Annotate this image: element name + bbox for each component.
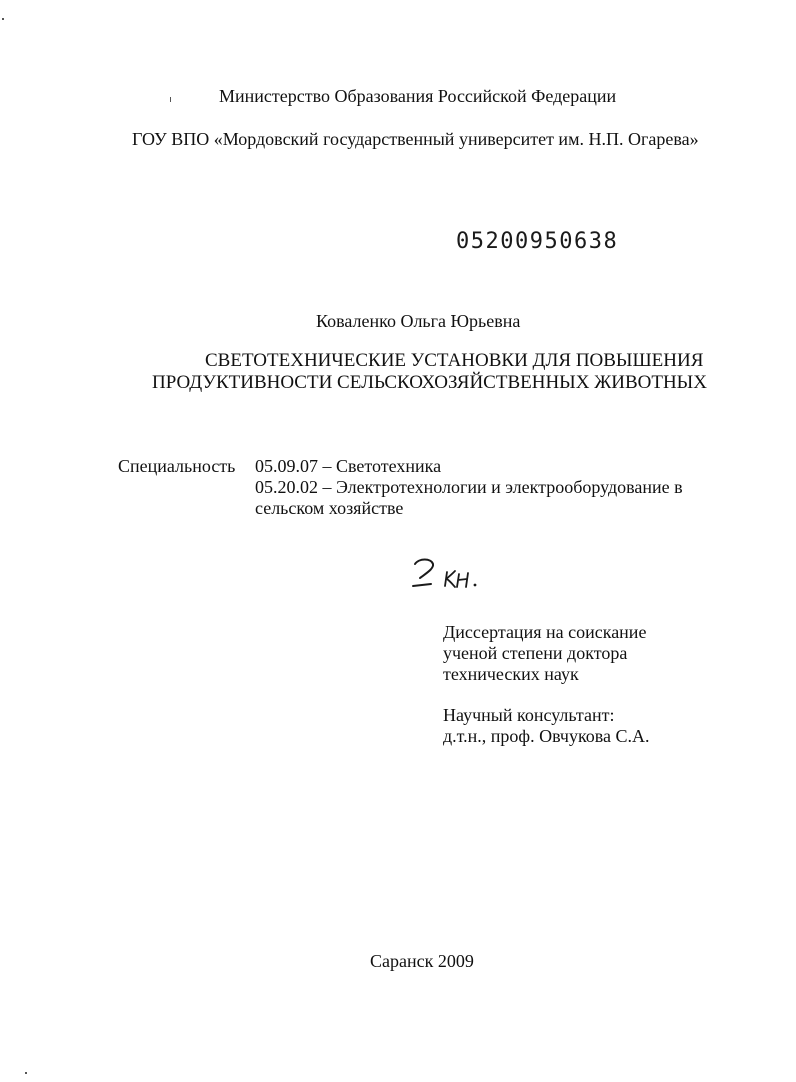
- author-name: Коваленко Ольга Юрьевна: [316, 311, 521, 331]
- specialty-label: Специальность: [118, 456, 236, 476]
- scan-speck: [25, 1072, 27, 1074]
- title-line-2: ПРОДУКТИВНОСТИ СЕЛЬСКОХОЗЯЙСТВЕННЫХ ЖИВОТНЫХ: [152, 372, 707, 393]
- scan-speck: [2, 18, 4, 20]
- dissertation-line-2: ученой степени доктора: [443, 643, 628, 663]
- advisor-label: Научный консультант:: [443, 705, 615, 725]
- record-number-stamp: 05200950638: [456, 229, 619, 254]
- advisor-name: д.т.н., проф. Овчукова С.А.: [443, 726, 650, 746]
- specialty-line-1: 05.09.07 – Светотехника: [255, 456, 442, 476]
- university-heading: ГОУ ВПО «Мордовский государственный университет им. Н.П. Огарева»: [132, 129, 699, 149]
- specialty-line-3: сельском хозяйстве: [255, 498, 404, 518]
- handwritten-note: [395, 552, 495, 602]
- ministry-heading: Министерство Образования Российской Федерации: [219, 86, 617, 106]
- title-line-1: СВЕТОТЕХНИЧЕСКИЕ УСТАНОВКИ ДЛЯ ПОВЫШЕНИЯ: [205, 350, 704, 371]
- dissertation-line-1: Диссертация на соискание: [443, 622, 647, 642]
- dissertation-line-3: технических наук: [443, 664, 579, 684]
- city-year: Саранск 2009: [370, 951, 474, 971]
- scan-speck: [170, 97, 171, 102]
- specialty-line-2: 05.20.02 – Электротехнологии и электрооборудование в: [255, 477, 683, 497]
